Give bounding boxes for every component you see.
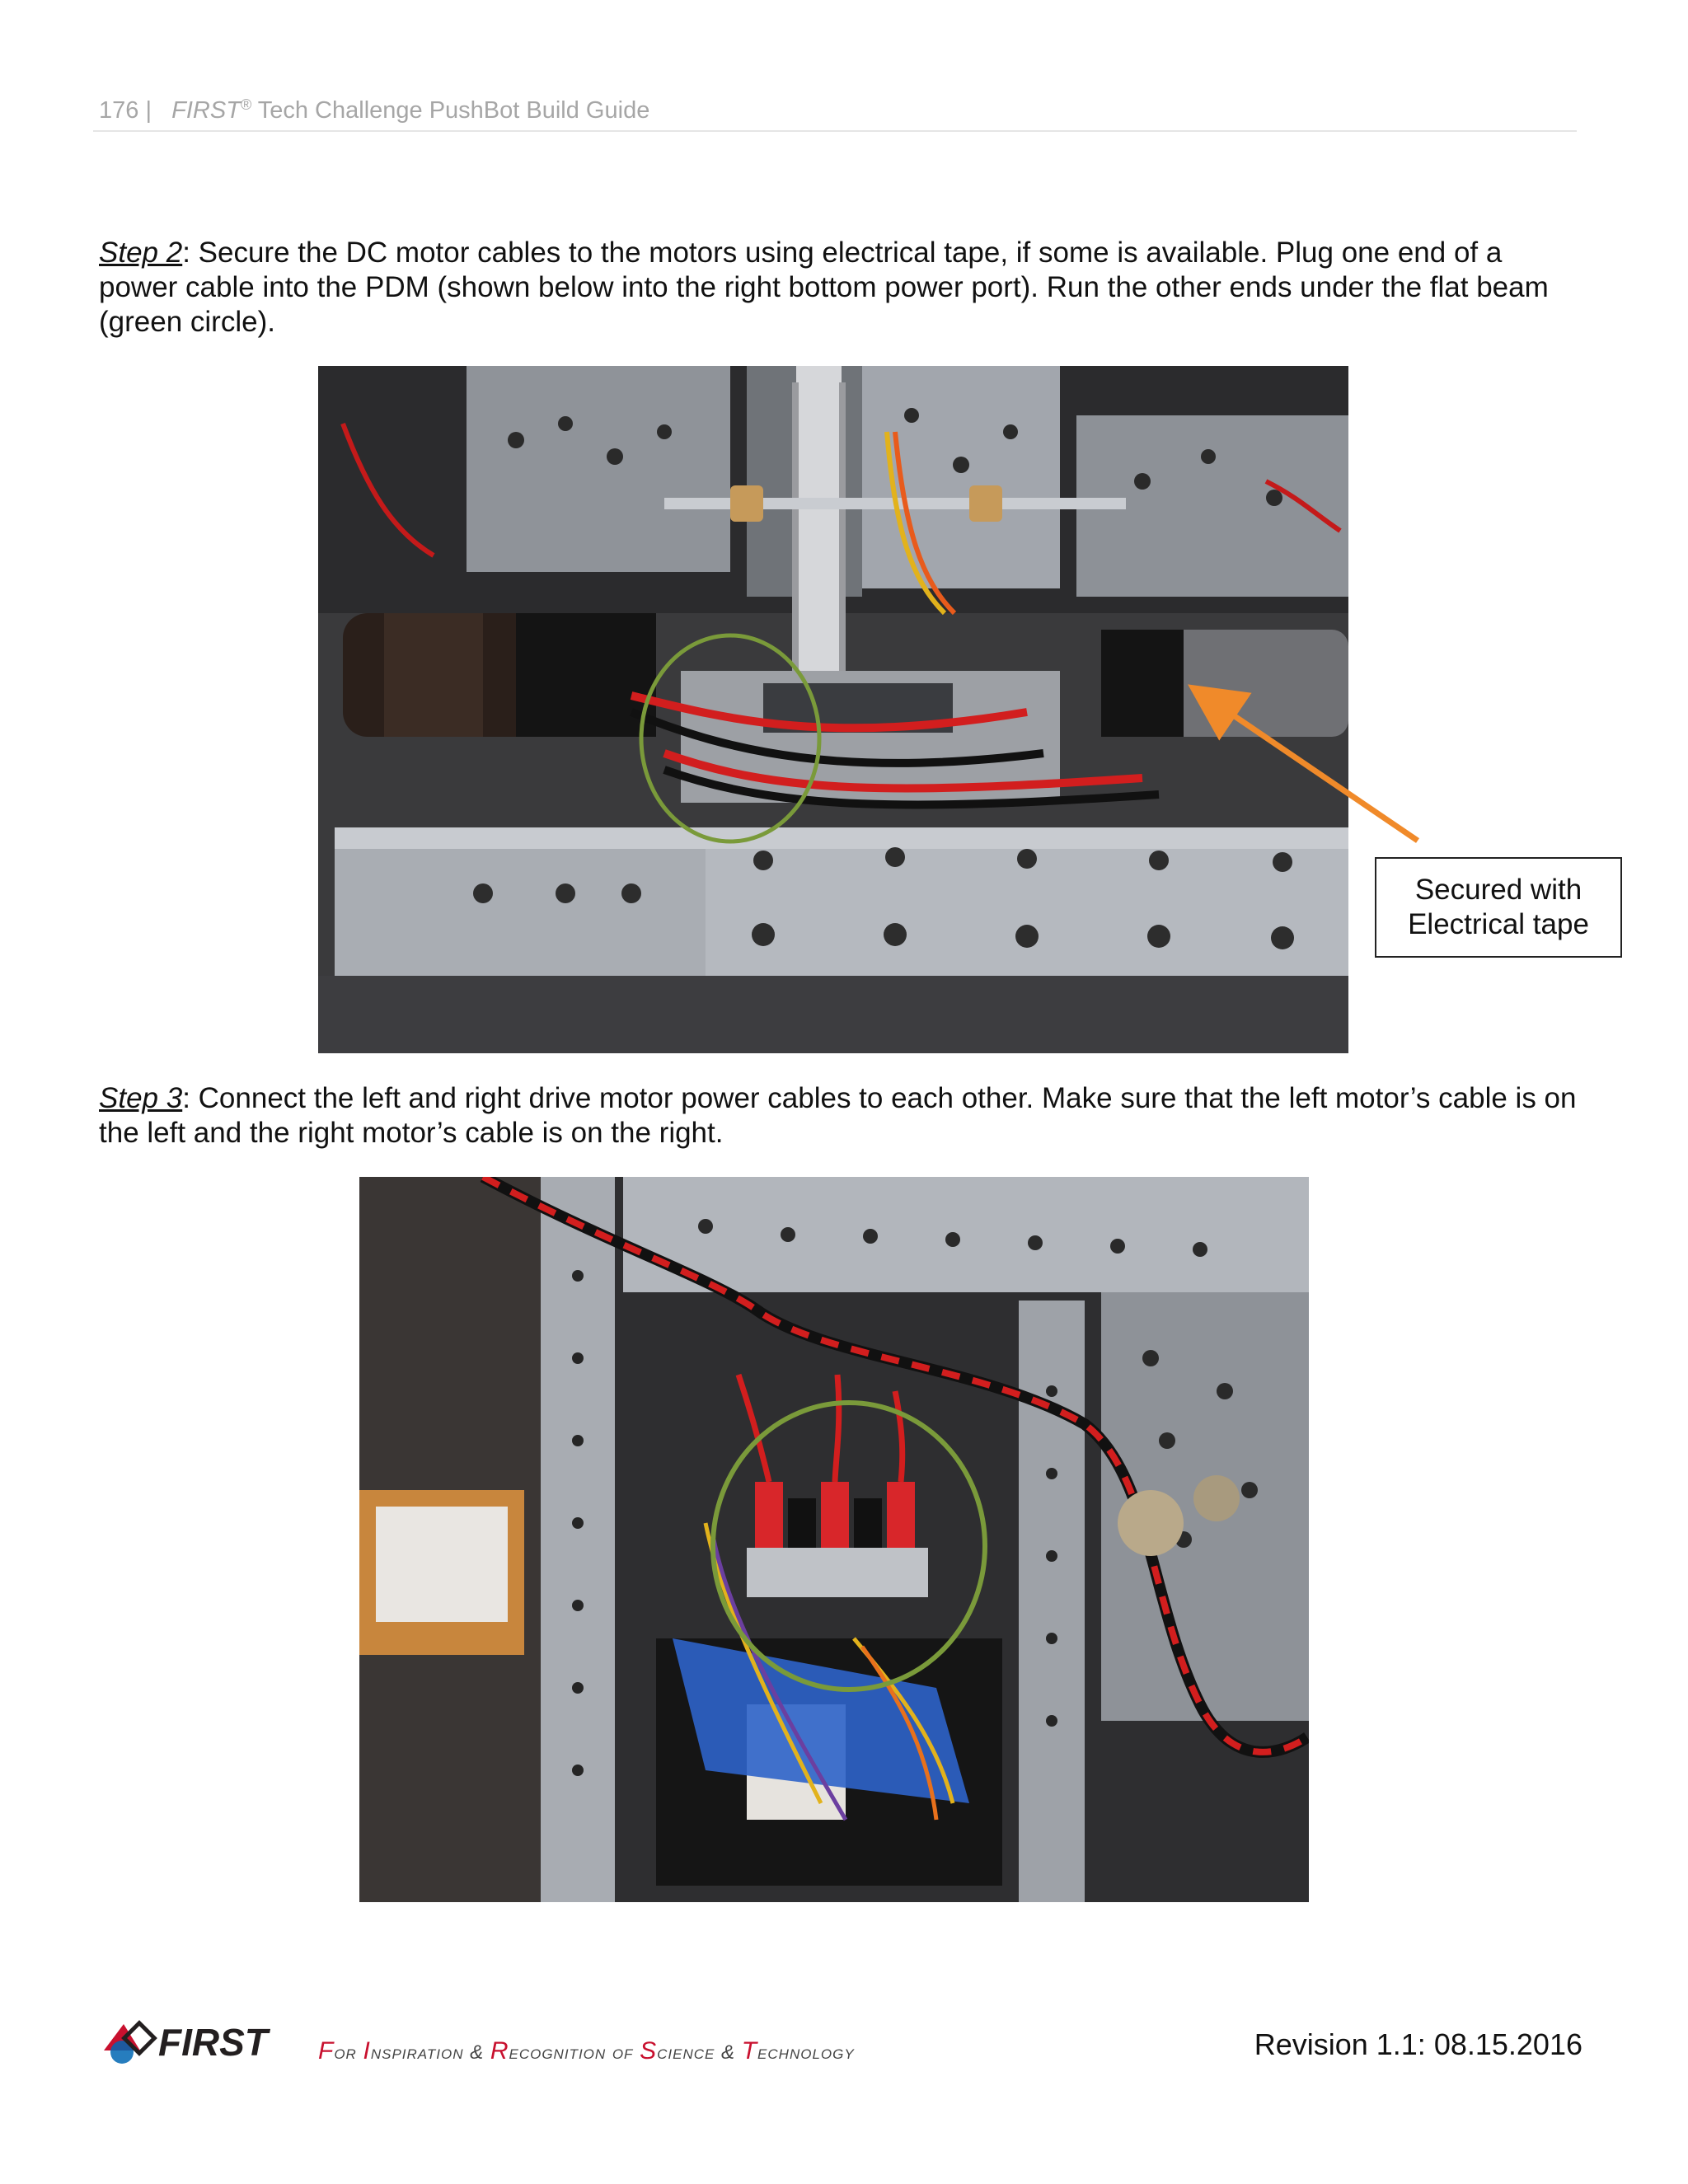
guide-title: Tech Challenge PushBot Build Guide [251,97,650,124]
step2-label: Step 2 [99,237,183,269]
step3-paragraph [99,1081,1582,1151]
tagline-cap: R [490,2037,509,2064]
tagline-cap: F [318,2037,335,2064]
header-divider [93,130,1577,132]
tagline-cap: I [363,2037,371,2064]
page-number: 176 | [99,97,152,124]
photo-cable-connectors [359,1177,1309,1902]
callout-line1: Secured with [1414,874,1582,906]
page-header [99,97,1582,124]
callout-line2: Electrical tape [1408,908,1589,940]
footer-tagline [318,2037,855,2065]
revision-label: Revision 1.1: 08.15.2016 [1254,2027,1582,2061]
tagline-word: cience & [657,2041,742,2064]
tagline-word: nspiration & [370,2041,490,2064]
tagline-cap: T [741,2037,758,2064]
brand-name: FIRST [171,97,241,124]
tagline-cap: S [640,2037,658,2064]
step2-text: : Secure the DC motor cables to the motors using electrical tape, if some is available. Plug one end of a power cable into the PDM (shown below into the right bottom power port). Run the other ends under the flat beam (green circle). [99,237,1549,338]
tagline-word: ecognition of [509,2041,640,2064]
tagline-word: echnology [757,2041,855,2064]
step2-paragraph [99,236,1582,340]
photo-motor-cables [318,366,1348,1053]
callout-box [1375,857,1622,958]
registered-mark: ® [240,96,252,113]
step3-text: : Connect the left and right drive motor power cables to each other. Make sure that the left motor’s cable is on the left and the right motor’s cable is on the right. [99,1082,1577,1149]
first-logo [99,2009,305,2075]
tagline-word: or [334,2041,363,2064]
step3-label: Step 3 [99,1082,183,1114]
logo-wordmark: FIRST [158,2021,268,2064]
